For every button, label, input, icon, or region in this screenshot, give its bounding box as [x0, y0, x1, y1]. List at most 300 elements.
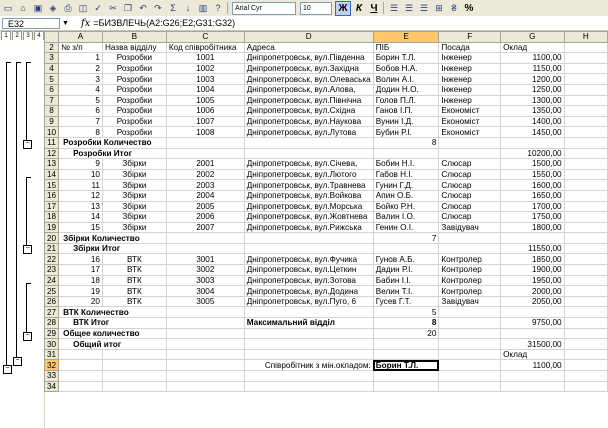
- cell-h[interactable]: [564, 265, 607, 276]
- cell-b[interactable]: Збірки: [102, 169, 166, 180]
- italic-button[interactable]: К: [355, 2, 363, 14]
- cell-h[interactable]: [564, 201, 607, 212]
- cell-e[interactable]: Дадин Р.І.: [373, 265, 439, 276]
- cell-f[interactable]: [439, 339, 501, 350]
- cell-g[interactable]: 1100,00: [501, 360, 565, 371]
- cell-b[interactable]: Розробки: [102, 127, 166, 138]
- row-header[interactable]: 5: [45, 74, 59, 85]
- active-cell-e32[interactable]: Борин Т.Л.: [373, 360, 439, 371]
- cell-c[interactable]: [166, 137, 244, 148]
- cell-e[interactable]: Вунин І.Д.: [373, 116, 439, 127]
- collapse-button-total[interactable]: −: [3, 365, 12, 374]
- cell-f[interactable]: [439, 243, 501, 254]
- cell-f[interactable]: Слюсар: [439, 212, 501, 223]
- cell-f[interactable]: Слюсар: [439, 169, 501, 180]
- cell-c[interactable]: 2001: [166, 159, 244, 170]
- cell-f[interactable]: Контролер: [439, 286, 501, 297]
- cell-a[interactable]: 6: [59, 106, 103, 117]
- cell-h[interactable]: [564, 53, 607, 64]
- cell-e[interactable]: Габов Н.І.: [373, 169, 439, 180]
- cell-e[interactable]: Ганов І.П.: [373, 106, 439, 117]
- cell-b[interactable]: Розробки: [102, 53, 166, 64]
- cell-d[interactable]: Дніпропетровськ, вул.Рижська: [244, 222, 373, 233]
- cell-a[interactable]: [59, 349, 103, 360]
- cell-f[interactable]: [439, 307, 501, 318]
- row-header[interactable]: 9: [45, 116, 59, 127]
- cell-g[interactable]: [501, 307, 565, 318]
- cell-h[interactable]: [564, 254, 607, 265]
- cell-c[interactable]: 3003: [166, 275, 244, 286]
- row-header[interactable]: 12: [45, 148, 59, 159]
- cell-h[interactable]: [564, 286, 607, 297]
- cell-d[interactable]: Адреса: [244, 42, 373, 53]
- column-header-a[interactable]: A: [59, 32, 103, 43]
- permission-icon[interactable]: ◈: [49, 2, 57, 13]
- cell-f[interactable]: Контролер: [439, 254, 501, 265]
- cell-h[interactable]: [564, 106, 607, 117]
- cell-c[interactable]: [166, 148, 244, 159]
- row-header[interactable]: 7: [45, 95, 59, 106]
- percent-button[interactable]: %: [464, 2, 474, 14]
- cell-e[interactable]: Гунин Г.Д.: [373, 180, 439, 191]
- cell-b[interactable]: Розробки: [102, 63, 166, 74]
- column-header-d[interactable]: D: [244, 32, 373, 43]
- cell-g[interactable]: 1700,00: [501, 201, 565, 212]
- row-header[interactable]: 31: [45, 349, 59, 360]
- insert-function-icon[interactable]: fx: [80, 17, 91, 29]
- cell-a[interactable]: № з/п: [59, 42, 103, 53]
- cell-h[interactable]: [564, 169, 607, 180]
- chart-wizard-icon[interactable]: ▥: [198, 2, 208, 13]
- cell-d[interactable]: [244, 381, 373, 392]
- cell-e[interactable]: 20: [373, 328, 439, 339]
- cell-c[interactable]: 1008: [166, 127, 244, 138]
- cell-b[interactable]: Збірки: [102, 222, 166, 233]
- cell-c[interactable]: [166, 318, 244, 329]
- cell-e[interactable]: Додин Н.О.: [373, 84, 439, 95]
- row-header[interactable]: 24: [45, 275, 59, 286]
- cell-a[interactable]: [59, 371, 103, 382]
- formula-input[interactable]: =БИЗВЛЕЧЬ(A2:G26;E2;G31:G32): [93, 18, 236, 28]
- row-header[interactable]: 19: [45, 222, 59, 233]
- font-size-select[interactable]: 10: [300, 2, 332, 15]
- merge-center-icon[interactable]: ⊞: [435, 2, 443, 13]
- cell-b[interactable]: Назва відділу: [102, 42, 166, 53]
- cell-b[interactable]: ВТК: [102, 265, 166, 276]
- cell-g[interactable]: [501, 233, 565, 244]
- subtotal-label-cell[interactable]: Общий итог: [59, 339, 167, 350]
- cell-b[interactable]: ВТК: [102, 275, 166, 286]
- row-header[interactable]: 28: [45, 318, 59, 329]
- row-header[interactable]: 34: [45, 381, 59, 392]
- cell-c[interactable]: 1007: [166, 116, 244, 127]
- cell-a[interactable]: 15: [59, 222, 103, 233]
- cell-a[interactable]: 8: [59, 127, 103, 138]
- cell-h[interactable]: [564, 212, 607, 223]
- cell-c[interactable]: 3001: [166, 254, 244, 265]
- cell-f[interactable]: Слюсар: [439, 180, 501, 191]
- cell-a[interactable]: 20: [59, 296, 103, 307]
- cell-e[interactable]: 7: [373, 233, 439, 244]
- dropdown-arrow-icon[interactable]: ▼: [62, 19, 69, 27]
- cell-d[interactable]: [244, 137, 373, 148]
- cell-h[interactable]: [564, 222, 607, 233]
- subtotal-label-cell[interactable]: Збірки Итог: [59, 243, 167, 254]
- cell-g[interactable]: 1450,00: [501, 127, 565, 138]
- redo-icon[interactable]: ↷: [154, 2, 162, 13]
- cell-h[interactable]: [564, 190, 607, 201]
- font-name-select[interactable]: Arial Cyr: [232, 2, 296, 15]
- cell-f[interactable]: Слюсар: [439, 190, 501, 201]
- row-header[interactable]: 10: [45, 127, 59, 138]
- bold-button[interactable]: Ж: [335, 1, 351, 16]
- cell-d[interactable]: Дніпропетровськ, вул.Войкова: [244, 190, 373, 201]
- outline-bracket-group1[interactable]: [26, 62, 31, 141]
- cell-d[interactable]: [244, 328, 373, 339]
- row-header[interactable]: 23: [45, 265, 59, 276]
- row-header[interactable]: 11: [45, 137, 59, 148]
- cell-h[interactable]: [564, 84, 607, 95]
- cell-e[interactable]: [373, 148, 439, 159]
- cell-h[interactable]: [564, 116, 607, 127]
- cell-c[interactable]: 2004: [166, 190, 244, 201]
- row-header[interactable]: 33: [45, 371, 59, 382]
- cell-c[interactable]: 2005: [166, 201, 244, 212]
- cell-a[interactable]: 3: [59, 74, 103, 85]
- row-header[interactable]: 26: [45, 296, 59, 307]
- cell-d[interactable]: Дніпропетровськ, вул.Пуго, 6: [244, 296, 373, 307]
- row-header[interactable]: 2: [45, 42, 59, 53]
- cell-b[interactable]: Збірки: [102, 190, 166, 201]
- cell-f[interactable]: [439, 349, 501, 360]
- copy-icon[interactable]: ❐: [123, 2, 133, 13]
- cell-c[interactable]: 1004: [166, 84, 244, 95]
- cell-c[interactable]: 1002: [166, 63, 244, 74]
- cell-d[interactable]: Дніпропетровськ, вул.Алова,: [244, 84, 373, 95]
- cell-f[interactable]: Інженер: [439, 84, 501, 95]
- new-icon[interactable]: ▭: [3, 2, 13, 13]
- cell-d[interactable]: Дніпропетровськ, вул.Східна: [244, 106, 373, 117]
- cell-b[interactable]: Розробки: [102, 116, 166, 127]
- row-header[interactable]: 20: [45, 233, 59, 244]
- row-header[interactable]: 21: [45, 243, 59, 254]
- cell-c[interactable]: [166, 381, 244, 392]
- cell-a[interactable]: 5: [59, 95, 103, 106]
- collapse-button-count[interactable]: −: [13, 357, 22, 366]
- outline-bracket-level2[interactable]: [16, 62, 21, 358]
- cell-f[interactable]: Контролер: [439, 265, 501, 276]
- cell-b[interactable]: Збірки: [102, 180, 166, 191]
- cell-d[interactable]: Дніпропетровськ, вул.Лутова: [244, 127, 373, 138]
- cell-g[interactable]: 1250,00: [501, 84, 565, 95]
- cell-b[interactable]: Розробки: [102, 95, 166, 106]
- outline-level-2-button[interactable]: 2: [12, 31, 22, 41]
- cell-b[interactable]: Збірки: [102, 212, 166, 223]
- subtotal-label-cell[interactable]: Общее количество: [59, 328, 167, 339]
- cell-e[interactable]: Валин І.О.: [373, 212, 439, 223]
- cell-h[interactable]: [564, 95, 607, 106]
- cell-g[interactable]: [501, 328, 565, 339]
- cell-d[interactable]: Дніпропетровськ, вул.Травнева: [244, 180, 373, 191]
- row-header[interactable]: 29: [45, 328, 59, 339]
- cell-c[interactable]: [166, 371, 244, 382]
- cell-c[interactable]: 1003: [166, 74, 244, 85]
- cut-icon[interactable]: ✂: [109, 2, 117, 13]
- cell-d[interactable]: Дніпропетровськ, вул.Південна: [244, 53, 373, 64]
- cell-g[interactable]: [501, 371, 565, 382]
- cell-g[interactable]: 1600,00: [501, 180, 565, 191]
- cell-f[interactable]: Економіст: [439, 116, 501, 127]
- cell-e[interactable]: 8: [373, 318, 439, 329]
- cell-d[interactable]: Дніпропетровськ, вул.Морська: [244, 201, 373, 212]
- row-header[interactable]: 4: [45, 63, 59, 74]
- cell-g[interactable]: 1950,00: [501, 275, 565, 286]
- spelling-icon[interactable]: ✓: [94, 2, 102, 13]
- cell-h[interactable]: [564, 349, 607, 360]
- cell-f[interactable]: [439, 381, 501, 392]
- cell-g[interactable]: 1400,00: [501, 116, 565, 127]
- cell-h[interactable]: [564, 148, 607, 159]
- cell-c[interactable]: [166, 349, 244, 360]
- cell-a[interactable]: 7: [59, 116, 103, 127]
- cell-a[interactable]: 9: [59, 159, 103, 170]
- cell-g[interactable]: 9750,00: [501, 318, 565, 329]
- outline-level-4-button[interactable]: 4: [34, 31, 44, 41]
- cell-c[interactable]: 3002: [166, 265, 244, 276]
- cell-f[interactable]: [439, 360, 501, 371]
- cell-h[interactable]: [564, 275, 607, 286]
- row-header[interactable]: 25: [45, 286, 59, 297]
- cell-a[interactable]: 19: [59, 286, 103, 297]
- open-icon[interactable]: ⌂: [20, 3, 26, 13]
- cell-h[interactable]: [564, 180, 607, 191]
- cell-d[interactable]: Дніпропетровськ, вул.Західна: [244, 63, 373, 74]
- cell-e[interactable]: Бобин Н.І.: [373, 159, 439, 170]
- cell-d[interactable]: Максимальний відділ: [244, 318, 373, 329]
- cell-b[interactable]: ВТК: [102, 286, 166, 297]
- cell-g[interactable]: 1300,00: [501, 95, 565, 106]
- cell-h[interactable]: [564, 137, 607, 148]
- align-left-icon[interactable]: ☰: [389, 2, 399, 13]
- cell-b[interactable]: [102, 360, 166, 371]
- currency-icon[interactable]: ₴: [451, 3, 457, 13]
- cell-f[interactable]: [439, 328, 501, 339]
- cell-h[interactable]: [564, 243, 607, 254]
- cell-b[interactable]: ВТК: [102, 254, 166, 265]
- cell-d[interactable]: Дніпропетровськ, вул.Північна: [244, 95, 373, 106]
- cell-d[interactable]: Дніпропетровськ, вул.Лютого: [244, 169, 373, 180]
- cell-g[interactable]: 1650,00: [501, 190, 565, 201]
- cell-c[interactable]: 2006: [166, 212, 244, 223]
- cell-d[interactable]: [244, 243, 373, 254]
- cell-g[interactable]: 31500,00: [501, 339, 565, 350]
- cell-f[interactable]: Економіст: [439, 127, 501, 138]
- cell-g[interactable]: 1500,00: [501, 159, 565, 170]
- cell-e[interactable]: Волин А.І.: [373, 74, 439, 85]
- cell-c[interactable]: 2002: [166, 169, 244, 180]
- outline-bracket-group3[interactable]: [26, 283, 31, 333]
- cell-g[interactable]: [501, 137, 565, 148]
- cell-c[interactable]: 3004: [166, 286, 244, 297]
- row-header[interactable]: 32: [45, 360, 59, 371]
- outline-level-1-button[interactable]: 1: [1, 31, 11, 41]
- cell-f[interactable]: [439, 233, 501, 244]
- cell-e[interactable]: 8: [373, 137, 439, 148]
- cell-f[interactable]: Інженер: [439, 53, 501, 64]
- subtotal-label-cell[interactable]: Розробки Итог: [59, 148, 167, 159]
- cell-a[interactable]: 14: [59, 212, 103, 223]
- cell-a[interactable]: 11: [59, 180, 103, 191]
- cell-h[interactable]: [564, 127, 607, 138]
- cell-d[interactable]: [244, 349, 373, 360]
- cell-f[interactable]: Слюсар: [439, 201, 501, 212]
- cell-b[interactable]: Розробки: [102, 84, 166, 95]
- print-preview-icon[interactable]: ◫: [78, 2, 88, 13]
- cell-f[interactable]: [439, 148, 501, 159]
- cell-e[interactable]: Велин Т.І.: [373, 286, 439, 297]
- cell-c[interactable]: Код співробітника: [166, 42, 244, 53]
- cell-c[interactable]: [166, 339, 244, 350]
- cell-a[interactable]: 10: [59, 169, 103, 180]
- column-header-e[interactable]: E: [373, 32, 439, 43]
- cell-c[interactable]: [166, 328, 244, 339]
- cell-d[interactable]: Дніпропетровськ, вул.Додина: [244, 286, 373, 297]
- cell-a[interactable]: 12: [59, 190, 103, 201]
- cell-d[interactable]: [244, 307, 373, 318]
- cell-g[interactable]: 1150,00: [501, 63, 565, 74]
- cell-d[interactable]: Дніпропетровськ, вул.Цеткин: [244, 265, 373, 276]
- cell-b[interactable]: Розробки: [102, 74, 166, 85]
- cell-e[interactable]: [373, 371, 439, 382]
- row-header[interactable]: 14: [45, 169, 59, 180]
- cell-e[interactable]: [373, 349, 439, 360]
- cell-g[interactable]: [501, 381, 565, 392]
- cell-e[interactable]: 5: [373, 307, 439, 318]
- cell-b[interactable]: Збірки: [102, 201, 166, 212]
- cell-h[interactable]: [564, 328, 607, 339]
- cell-g[interactable]: 1550,00: [501, 169, 565, 180]
- cell-f[interactable]: Інженер: [439, 74, 501, 85]
- cell-a[interactable]: 1: [59, 53, 103, 64]
- cell-h[interactable]: [564, 318, 607, 329]
- cell-g[interactable]: Оклад: [501, 349, 565, 360]
- cell-f[interactable]: [439, 318, 501, 329]
- cell-d[interactable]: Дніпропетровськ, вул.Січева,: [244, 159, 373, 170]
- row-header[interactable]: 3: [45, 53, 59, 64]
- subtotal-label-cell[interactable]: Розробки Количество: [59, 137, 167, 148]
- underline-button[interactable]: Ч: [370, 2, 378, 14]
- collapse-button-group3[interactable]: −: [23, 332, 32, 341]
- cell-d[interactable]: [244, 148, 373, 159]
- cell-c[interactable]: [166, 307, 244, 318]
- cell-a[interactable]: 2: [59, 63, 103, 74]
- cell-c[interactable]: 1006: [166, 106, 244, 117]
- cell-h[interactable]: [564, 296, 607, 307]
- row-header[interactable]: 18: [45, 212, 59, 223]
- cell-h[interactable]: [564, 159, 607, 170]
- cell-f[interactable]: Економіст: [439, 106, 501, 117]
- cell-a[interactable]: 13: [59, 201, 103, 212]
- cell-e[interactable]: ПІБ: [373, 42, 439, 53]
- subtotal-label-cell[interactable]: ВТК Количество: [59, 307, 167, 318]
- cell-d[interactable]: Дніпропетровськ, вул.Наукова: [244, 116, 373, 127]
- cell-h[interactable]: [564, 307, 607, 318]
- cell-a[interactable]: 18: [59, 275, 103, 286]
- cell-g[interactable]: 2000,00: [501, 286, 565, 297]
- cell-f[interactable]: Інженер: [439, 63, 501, 74]
- cell-e[interactable]: [373, 381, 439, 392]
- cell-g[interactable]: 1900,00: [501, 265, 565, 276]
- cell-c[interactable]: 3005: [166, 296, 244, 307]
- cell-f[interactable]: Завідувач: [439, 296, 501, 307]
- cell-b[interactable]: [102, 349, 166, 360]
- row-header[interactable]: 17: [45, 201, 59, 212]
- cell-h[interactable]: [564, 381, 607, 392]
- cell-f[interactable]: Інженер: [439, 95, 501, 106]
- cell-e[interactable]: Борин Т.Л.: [373, 53, 439, 64]
- row-header[interactable]: 6: [45, 84, 59, 95]
- cell-h[interactable]: [564, 339, 607, 350]
- cell-g[interactable]: Оклад: [501, 42, 565, 53]
- cell-d[interactable]: [244, 339, 373, 350]
- cell-h[interactable]: [564, 360, 607, 371]
- cell-d[interactable]: Дніпропетровськ, вул.Олеваська: [244, 74, 373, 85]
- cell-h[interactable]: [564, 42, 607, 53]
- row-header[interactable]: 16: [45, 190, 59, 201]
- cell-g[interactable]: 1200,00: [501, 74, 565, 85]
- cell-g[interactable]: 1350,00: [501, 106, 565, 117]
- subtotal-label-cell[interactable]: ВТК Итог: [59, 318, 167, 329]
- cell-d[interactable]: Дніпропетровськ, вул.Фучика: [244, 254, 373, 265]
- cell-b[interactable]: [102, 381, 166, 392]
- cell-e[interactable]: Голов П.Л.: [373, 95, 439, 106]
- column-header-b[interactable]: B: [102, 32, 166, 43]
- cell-d[interactable]: Дніпропетровськ, вул.Жовтнева: [244, 212, 373, 223]
- sort-ascending-icon[interactable]: ↓: [185, 3, 191, 13]
- column-header-h[interactable]: H: [564, 32, 607, 43]
- cell-h[interactable]: [564, 371, 607, 382]
- cell-b[interactable]: Розробки: [102, 106, 166, 117]
- cell-f[interactable]: [439, 371, 501, 382]
- cell-h[interactable]: [564, 74, 607, 85]
- cell-e[interactable]: Бубин Р.І.: [373, 127, 439, 138]
- cell-g[interactable]: 1100,00: [501, 53, 565, 64]
- row-header[interactable]: 13: [45, 159, 59, 170]
- cell-f[interactable]: [439, 137, 501, 148]
- cell-c[interactable]: 2007: [166, 222, 244, 233]
- align-center-icon[interactable]: ☰: [404, 2, 414, 13]
- cell-e[interactable]: Бойко Р.Н.: [373, 201, 439, 212]
- name-box[interactable]: E32: [2, 18, 60, 29]
- cell-a[interactable]: 16: [59, 254, 103, 265]
- cell-d[interactable]: Співробітник з мін.окладом:: [244, 360, 373, 371]
- cell-e[interactable]: Генин О.І.: [373, 222, 439, 233]
- cell-g[interactable]: 1800,00: [501, 222, 565, 233]
- subtotal-label-cell[interactable]: Збірки Количество: [59, 233, 167, 244]
- cell-h[interactable]: [564, 63, 607, 74]
- cell-e[interactable]: [373, 339, 439, 350]
- outline-bracket-group2[interactable]: [26, 177, 31, 246]
- cell-g[interactable]: 10200,00: [501, 148, 565, 159]
- cell-c[interactable]: [166, 360, 244, 371]
- cell-b[interactable]: ВТК: [102, 296, 166, 307]
- cell-a[interactable]: [59, 381, 103, 392]
- row-header[interactable]: 30: [45, 339, 59, 350]
- cell-f[interactable]: Завідувач: [439, 222, 501, 233]
- select-all-corner[interactable]: [45, 32, 59, 43]
- cell-a[interactable]: 17: [59, 265, 103, 276]
- cell-f[interactable]: Посада: [439, 42, 501, 53]
